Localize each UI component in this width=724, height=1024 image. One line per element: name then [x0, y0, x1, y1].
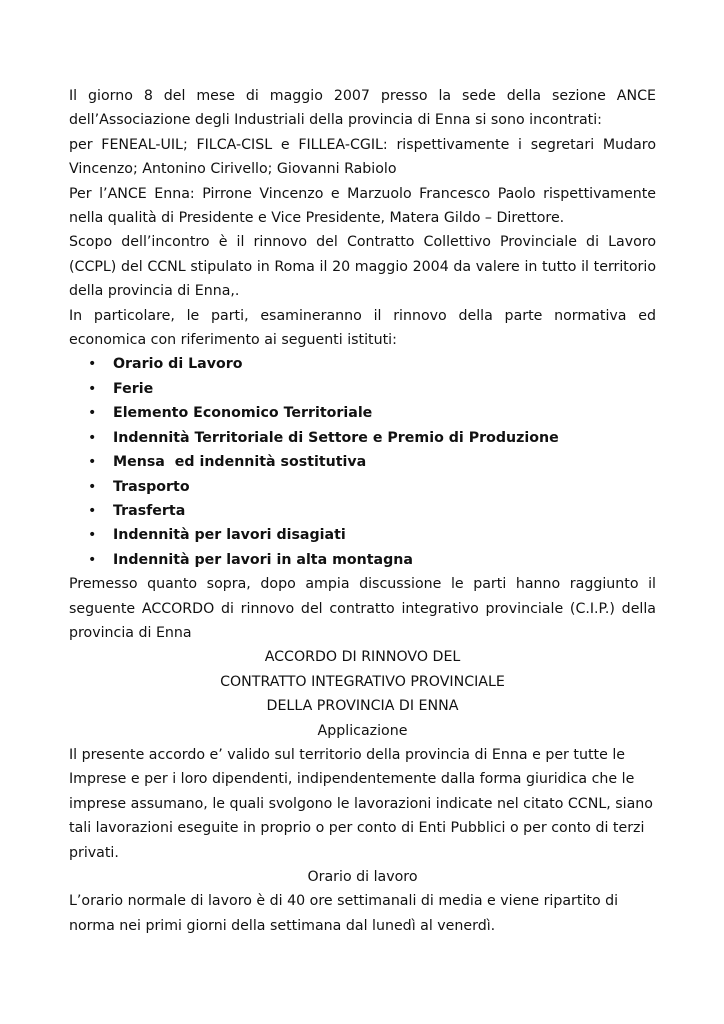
agreement-title-line-1: ACCORDO DI RINNOVO DEL — [264, 649, 461, 666]
list-item-label: Trasporto — [113, 478, 190, 495]
list-item — [69, 401, 656, 425]
bullet-icon: • — [88, 478, 97, 495]
intro-paragraph-meeting: Il giorno 8 del mese di maggio 2007 presso la sede della sezione ANCE dell’Associazione degli Industriali della provincia di Enna si sono incontrati: — [69, 88, 656, 129]
applicazione-paragraph: Il presente accordo e’ valido sul territorio della provincia di Enna e per tutte le Imprese e per i loro dipendenti, indipendentemente dalla forma giuridica che le imprese assumano, le quali svolgono le lavorazioni indicate nel citato CCNL, siano tali lavorazioni eseguite in proprio o per conto di Enti Pubblici o per conto di terzi privati. — [69, 746, 653, 861]
orario-paragraph: L’orario normale di lavoro è di 40 ore settimanali di media e viene ripartito di norma nei primi giorni della settimana dal lunedì al venerdì. — [69, 893, 619, 934]
intro-paragraph-ance: Per l’ANCE Enna: Pirrone Vincenzo e Marzuolo Francesco Paolo rispettivamente nella qualità di Presidente e Vice Presidente, Matera Gildo – Direttore. — [69, 185, 656, 227]
agreement-title-line-2: CONTRATTO INTEGRATIVO PROVINCIALE — [220, 673, 505, 690]
intro-paragraph-unions: per FENEAL-UIL; FILCA-CISL e FILLEA-CGIL: rispettivamente i segretari Mudaro Vincenzo; Antonino Cirivello; Giovanni Rabiolo — [69, 136, 656, 178]
list-item — [69, 450, 656, 474]
list-item — [69, 499, 656, 523]
list-item-label: Orario di Lavoro — [113, 356, 243, 373]
bullet-icon: • — [88, 502, 97, 519]
list-item-label: Indennità Territoriale di Settore e Premio di Produzione — [113, 429, 559, 446]
list-item-label: Indennità per lavori disagiati — [113, 527, 346, 544]
list-item-label: Indennità per lavori in alta montagna — [113, 551, 413, 568]
intro-paragraph-purpose: Scopo dell’incontro è il rinnovo del Contratto Collettivo Provinciale di Lavoro (CCPL) del CCNL stipulato in Roma il 20 maggio 2004 da valere in tutto il territorio della provincia di Enna,. — [69, 234, 656, 300]
agreement-title-line-3: DELLA PROVINCIA DI ENNA — [266, 698, 459, 715]
list-item-label: Mensa ed indennità sostitutiva — [113, 454, 367, 471]
premise-paragraph: Premesso quanto sopra, dopo ampia discussione le parti hanno raggiunto il seguente ACCORDO di rinnovo del contratto integrativo provinciale (C.I.P.) della provincia di Enna — [69, 576, 656, 641]
section-heading-orario: Orario di lavoro — [307, 869, 418, 885]
list-item — [69, 426, 656, 450]
bullet-icon: • — [88, 380, 97, 397]
document-page — [69, 84, 656, 938]
bullet-icon: • — [88, 405, 97, 422]
institutes-list — [69, 352, 656, 572]
list-item — [69, 548, 656, 572]
list-item — [69, 352, 656, 376]
bullet-icon: • — [88, 527, 97, 544]
list-item-label: Ferie — [113, 380, 154, 397]
intro-paragraph-scope: In particolare, le parti, esamineranno il rinnovo della parte normativa ed economica con riferimento ai seguenti istituti: — [69, 307, 656, 349]
bullet-icon: • — [88, 454, 97, 471]
list-item — [69, 523, 656, 547]
bullet-icon: • — [88, 356, 97, 373]
bullet-icon: • — [88, 551, 97, 568]
list-item-label: Trasferta — [113, 502, 186, 519]
list-item-label: Elemento Economico Territoriale — [113, 405, 373, 422]
list-item — [69, 475, 656, 499]
section-heading-applicazione: Applicazione — [317, 722, 408, 739]
list-item — [69, 377, 656, 401]
bullet-icon: • — [88, 429, 97, 446]
